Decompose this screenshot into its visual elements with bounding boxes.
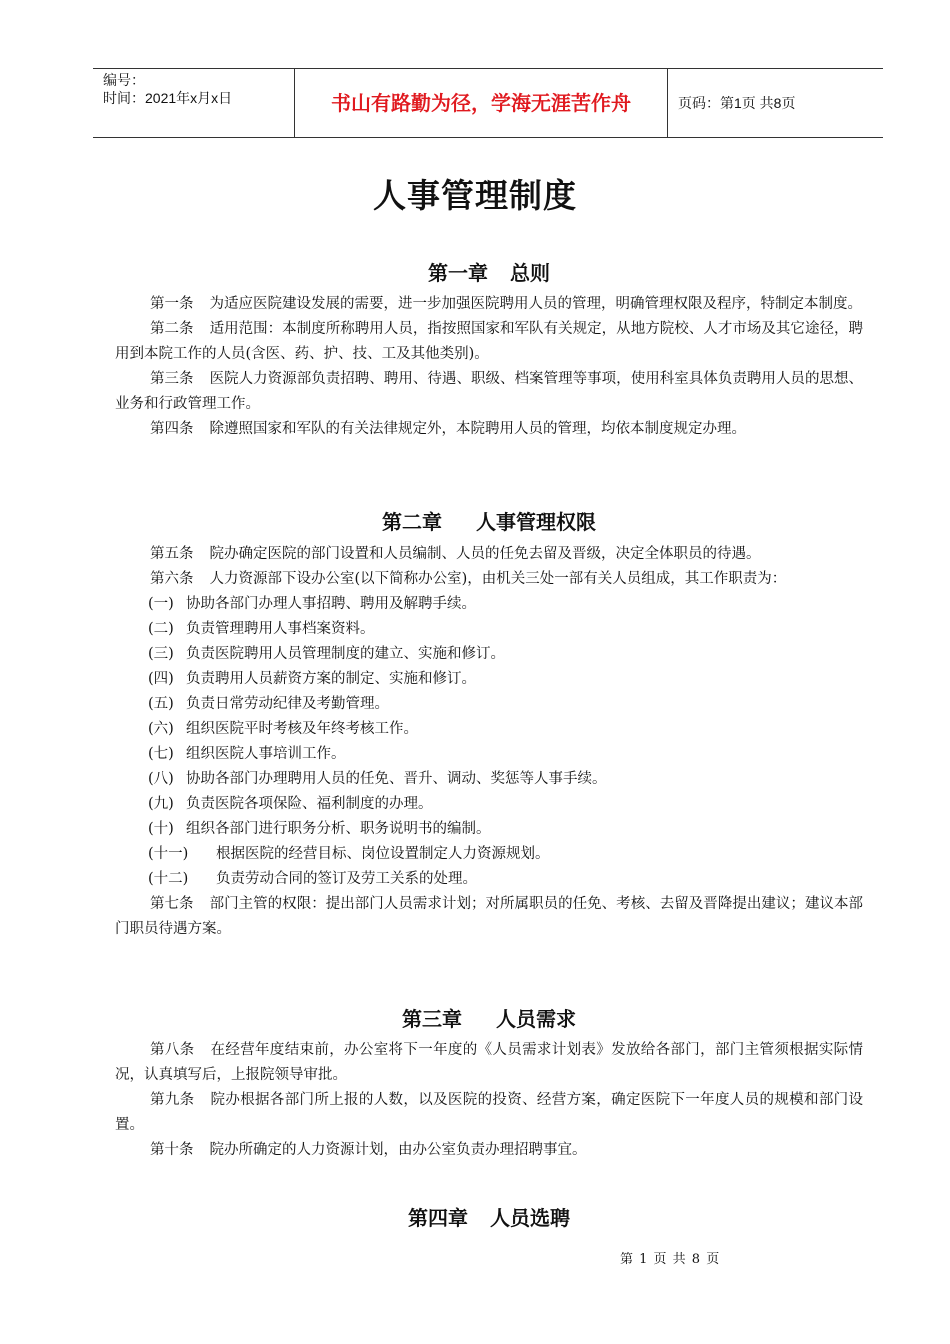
item-text: 组织各部门进行职务分析、职务说明书的编制。 (186, 821, 491, 837)
chapter-heading-4 (0, 1202, 950, 1231)
article-text: 院办所确定的人力资源计划，由办公室负责办理招聘事宜。 (209, 1142, 587, 1158)
item-number: (五) (148, 696, 174, 712)
header-page-cell (668, 69, 883, 137)
article-text: 在经营年度结束前，办公室将下一年度的《人员需求计划表》发放给各部门，部门主管须根据实际情况，认真填写后，上报院领导审批。 (115, 1042, 864, 1083)
article-text: 人力资源部下设办公室(以下简称办公室)，由机关三处一部有关人员组成，其工作职责为： (209, 571, 787, 587)
article-number: 第七条 (150, 896, 194, 912)
article (115, 1088, 863, 1138)
item-text: 组织医院人事培训工作。 (186, 746, 346, 762)
article (115, 892, 863, 942)
item-text: 协助各部门办理人事招聘、聘用及解聘手续。 (186, 596, 476, 612)
article (115, 567, 863, 592)
article (115, 1038, 863, 1088)
list-item (115, 592, 863, 617)
header-meta-cell (93, 69, 295, 137)
item-number: (六) (148, 721, 174, 737)
list-item (115, 617, 863, 642)
item-number: (十二) (148, 871, 189, 887)
article-text: 院办根据各部门所上报的人数，以及医院的投资、经营方案，确定医院下一年度人员的规模和部门设置。 (115, 1092, 864, 1133)
list-item (115, 842, 863, 867)
article-text: 医院人力资源部负责招聘、聘用、待遇、职级、档案管理等事项，使用科室具体负责聘用人员的思想、业务和行政管理工作。 (115, 371, 864, 412)
list-item (115, 817, 863, 842)
article-number: 第九条 (150, 1092, 195, 1108)
chapter-number: 第四章 (408, 1206, 468, 1230)
chapter-number: 第二章 (382, 510, 442, 534)
list-item (115, 867, 863, 892)
item-number: (三) (148, 646, 174, 662)
motto: 书山有路勤为径，学海无涯苦作舟 (331, 91, 631, 115)
chapter-2-body (115, 542, 863, 942)
list-item (115, 767, 863, 792)
chapter-heading-2 (0, 506, 950, 535)
list-item (115, 642, 863, 667)
time-label: 时间：2021年x月x日 (103, 90, 233, 106)
document-header (93, 68, 883, 138)
article-text: 部门主管的权限：提出部门人员需求计划；对所属职员的任免、考核、去留及晋降提出建议；建议本部门职员待遇方案。 (115, 896, 864, 937)
article (115, 1138, 863, 1163)
item-number: (七) (148, 746, 174, 762)
item-text: 负责日常劳动纪律及考勤管理。 (186, 696, 389, 712)
article (115, 317, 863, 367)
list-item (115, 742, 863, 767)
item-text: 负责医院各项保险、福利制度的办理。 (186, 796, 433, 812)
item-text: 负责劳动合同的签订及劳工关系的处理。 (216, 871, 477, 887)
item-number: (一) (148, 596, 174, 612)
list-item (115, 792, 863, 817)
chapter-name: 人员选聘 (490, 1206, 570, 1230)
document-title: 人事管理制度 (373, 176, 577, 215)
chapter-heading-1 (0, 257, 950, 286)
page-label: 页码：第1页 共8页 (678, 95, 796, 111)
article-number: 第六条 (150, 571, 194, 587)
list-item (115, 717, 863, 742)
item-number: (十一) (148, 846, 189, 862)
article-number: 第十条 (150, 1142, 194, 1158)
article-text: 适用范围：本制度所称聘用人员，指按照国家和军队有关规定，从地方院校、人才市场及其它途径，聘用到本院工作的人员(含医、药、护、技、工及其他类别)。 (115, 321, 864, 362)
item-number: (九) (148, 796, 174, 812)
chapter-1-body (115, 292, 863, 442)
chapter-3-body (115, 1038, 863, 1163)
list-item (115, 692, 863, 717)
chapter-heading-3 (0, 1003, 950, 1032)
chapter-number: 第一章 (428, 261, 488, 285)
article-text: 除遵照国家和军队的有关法律规定外，本院聘用人员的管理，均依本制度规定办理。 (209, 421, 746, 437)
item-number: (四) (148, 671, 174, 687)
item-number: (八) (148, 771, 174, 787)
item-number: (二) (148, 621, 174, 637)
chapter-name: 人事管理权限 (476, 510, 596, 534)
item-text: 负责管理聘用人事档案资料。 (186, 621, 375, 637)
chapter-number: 第三章 (402, 1007, 462, 1031)
chapter-name: 人员需求 (496, 1007, 576, 1031)
article-number: 第二条 (150, 321, 194, 337)
article-number: 第五条 (150, 546, 194, 562)
article-number: 第八条 (150, 1042, 195, 1058)
article-text: 为适应医院建设发展的需要，进一步加强医院聘用人员的管理，明确管理权限及程序，特制定本制度。 (209, 296, 862, 312)
article-number: 第一条 (150, 296, 194, 312)
serial-label: 编号： (103, 72, 145, 88)
page-footer: 第 1 页 共 8 页 (620, 1252, 721, 1267)
item-text: 负责聘用人员薪资方案的制定、实施和修订。 (186, 671, 476, 687)
article-number: 第三条 (150, 371, 194, 387)
article (115, 417, 863, 442)
article-number: 第四条 (150, 421, 194, 437)
article (115, 292, 863, 317)
item-text: 负责医院聘用人员管理制度的建立、实施和修订。 (186, 646, 505, 662)
chapter-name: 总则 (510, 261, 550, 285)
article-text: 院办确定医院的部门设置和人员编制、人员的任免去留及晋级，决定全体职员的待遇。 (209, 546, 761, 562)
item-number: (十) (148, 821, 174, 837)
list-item (115, 667, 863, 692)
item-text: 根据医院的经营目标、岗位设置制定人力资源规划。 (216, 846, 550, 862)
item-text: 协助各部门办理聘用人员的任免、晋升、调动、奖惩等人事手续。 (186, 771, 607, 787)
header-motto-cell (295, 69, 668, 137)
article (115, 367, 863, 417)
item-text: 组织医院平时考核及年终考核工作。 (186, 721, 418, 737)
article (115, 542, 863, 567)
